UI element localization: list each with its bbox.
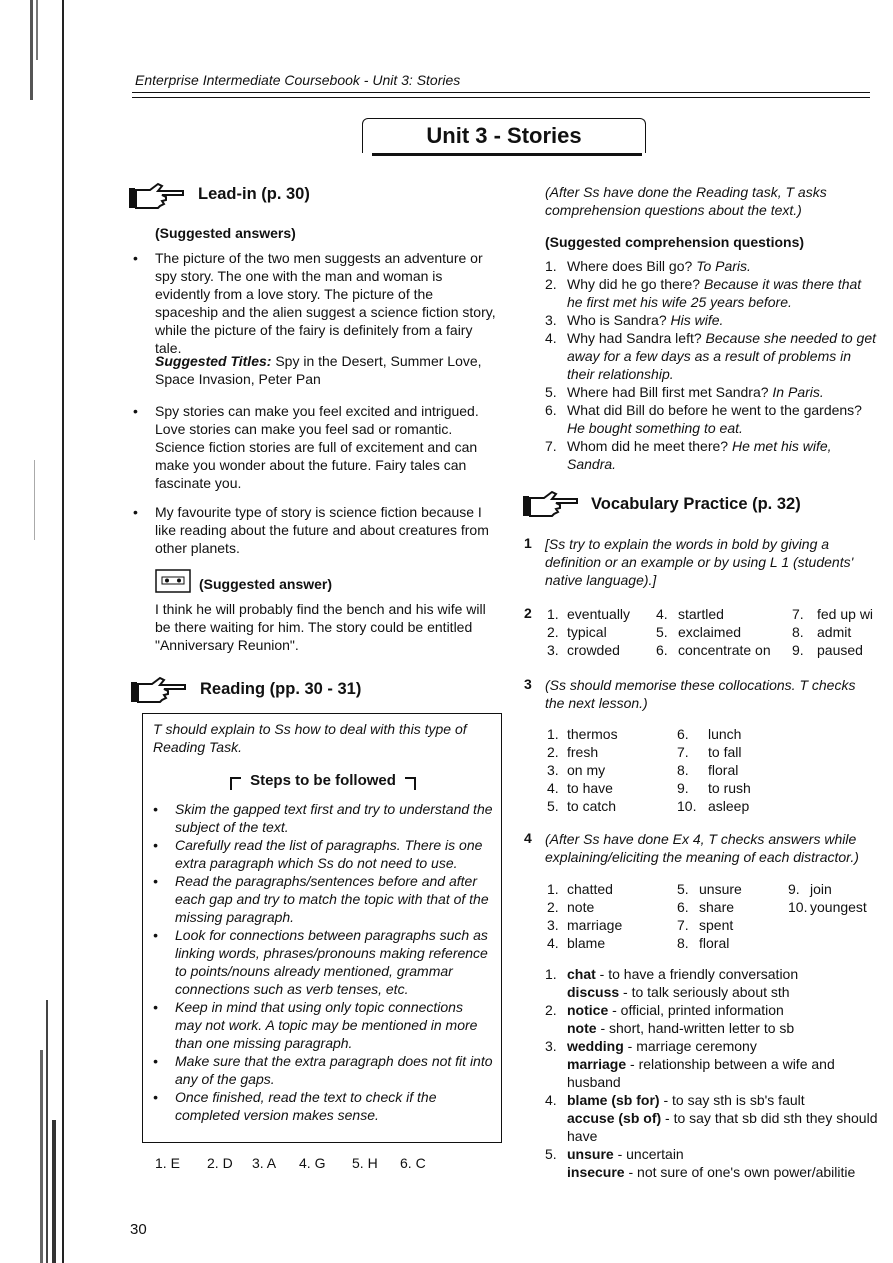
question-text: Where had Bill first met Sandra? [567,384,769,400]
reading-answer: 3. A [252,1155,277,1171]
exercise-number: 2 [524,605,532,621]
answer-number: 3. [547,762,559,778]
question-text: Why did he go there? [567,276,701,292]
answer-number: 4. [547,780,559,796]
question-answer: In Paris. [772,384,824,400]
answer-word: fresh [567,744,599,760]
definition-text: - to have a friendly conversation [595,966,799,982]
step-item: • Make sure that the extra paragraph does not fit into any of the gaps. [153,1052,493,1088]
reading-answer: 6. C [400,1155,426,1171]
answer-word: chatted [567,881,613,897]
reading-steps-box [142,713,502,1143]
answer-number: 1. [547,726,559,742]
reading-answer: 4. G [299,1155,326,1171]
answer-number: 7. [677,744,689,760]
answer-word: spent [699,917,734,933]
answer-number: 9. [792,642,804,658]
question-number: 4. [545,330,557,346]
definition-word: blame (sb for) [567,1092,660,1108]
definition-text: - official, printed information [608,1002,784,1018]
definition-text: - short, hand-written letter to sb [596,1020,795,1036]
definition-word: note [567,1020,597,1036]
answer-number: 5. [656,624,668,640]
vocabulary-heading: Vocabulary Practice (p. 32) [591,495,801,513]
lead-in-bullet: • Spy stories can make you feel excited and intrigued. Love stories can make you feel sad or romantic. Science fiction stories are full of excitement and can make you wonder about the future. Fairy tales can fascinate you. [133,402,496,492]
lead-in-label [155,224,500,242]
answer-word: youngest [810,899,867,915]
definition-item [545,965,878,1001]
answer-word: fed up wi [817,606,874,622]
exercise-number: 4 [524,830,532,846]
answer-number: 10. [677,798,697,814]
question-number: 5. [545,384,557,400]
definition-word: accuse (sb of) [567,1110,662,1126]
answer-word: admit [817,624,852,640]
definition-word: wedding [567,1038,624,1054]
lead-in-bullet: • My favourite type of story is science fiction because I like reading about the future and about creatures from other planets. [133,503,496,557]
answer-word: blame [567,935,606,951]
definition-word: marriage [567,1056,627,1072]
question-number: 2. [545,276,557,292]
unit-title-underline [372,153,642,156]
reading-box-intro: T should explain to Ss how to deal with this type of Reading Task. [153,721,467,755]
steps-list [153,800,493,1124]
definition-word: chat [567,966,596,982]
question-number: 3. [545,312,557,328]
exercise-number: 3 [524,676,532,692]
answer-word: marriage [567,917,623,933]
binding-edge [0,0,70,1263]
answer-word: to have [567,780,613,796]
question-text: Where does Bill go? [567,258,693,274]
lead-in-heading: Lead-in (p. 30) [198,185,310,203]
question-answer: Because she needed to get away for a few days as a result of problems in their relationship. [567,330,876,382]
definition-number: 3. [545,1038,557,1054]
definition-item [545,1001,878,1037]
question-answer: To Paris. [696,258,751,274]
exercise-1-text: [Ss try to explain the words in bold by giving a definition or an example or by using L 1 (students' native language).] [545,536,854,588]
definition-item [545,1037,878,1091]
pointing-hand-icon [130,676,188,704]
answer-word: startled [678,606,724,622]
exercise-3-text: (Ss should memorise these collocations. T checks the next lesson.) [545,677,856,711]
reading-heading: Reading (pp. 30 - 31) [200,680,362,698]
question-number: 6. [545,402,557,418]
definition-text: - not sure of one's own power/abilitie [624,1164,856,1180]
answer-number: 4. [656,606,668,622]
definition-number: 2. [545,1002,557,1018]
comprehension-heading: (Suggested comprehension questions) [545,234,805,250]
page-number: 30 [130,1221,147,1238]
question-item [545,437,878,473]
comprehension-questions [545,257,878,473]
answer-word: floral [699,935,730,951]
answer-number: 7. [677,917,689,933]
answer-number: 9. [677,780,689,796]
answer-number: 10. [788,899,808,915]
unit-title: Unit 3 - Stories [362,118,646,153]
answer-number: 6. [677,899,689,915]
question-number: 7. [545,438,557,454]
answer-number: 9. [788,881,800,897]
definition-item [545,1091,878,1145]
cassette-icon [155,569,191,598]
suggested-answers-label: (Suggested answers) [155,225,296,241]
question-answer: He met his wife, Sandra. [567,438,832,472]
question-text: Why had Sandra left? [567,330,702,346]
answer-number: 3. [547,642,559,658]
answer-word: share [699,899,735,915]
pointing-hand-icon [128,182,186,210]
definition-number: 4. [545,1092,557,1108]
steps-title-text: Steps to be followed [250,772,396,789]
answer-number: 2. [547,899,559,915]
answer-number: 2. [547,744,559,760]
reading-answer: 1. E [155,1155,180,1171]
question-item [545,329,878,383]
definition-word: discuss [567,984,620,1000]
definition-word: notice [567,1002,609,1018]
pointing-hand-icon [522,490,580,518]
definition-text: - to talk seriously about sth [619,984,790,1000]
answer-word: to rush [708,780,751,796]
steps-title [153,772,493,790]
answer-word: concentrate on [678,642,771,658]
question-number: 1. [545,258,557,274]
answer-number: 7. [792,606,804,622]
answer-word: to catch [567,798,617,814]
question-item [545,311,878,329]
definition-number: 5. [545,1146,557,1162]
cassette-label: (Suggested answer) [199,576,333,592]
answer-number: 8. [677,935,689,951]
suggested-titles [155,352,495,388]
step-item: • Keep in mind that using only topic connections may not work. A topic may be mentioned in more than one missing paragraph. [153,998,493,1052]
reading-answer: 2. D [207,1155,233,1171]
exercise-number: 1 [524,535,532,551]
lead-in-bullet: • The picture of the two men suggests an adventure or spy story. The one with the man and woman is evidently from a love story. The picture of the spaceship and the alien suggest a science fiction story, while the picture of the fairy is definitely from a fairy tale. [133,249,496,357]
definition-text: - relationship between a wife and husband [567,1056,835,1090]
step-item: • Skim the gapped text first and try to understand the subject of the text. [153,800,493,836]
definition-item [545,1145,878,1181]
answer-number: 5. [677,881,689,897]
step-item: • Read the paragraphs/sentences before and after each gap and try to match the topic with that of the missing paragraph. [153,872,493,926]
suggested-titles-label: Suggested Titles: [155,353,272,369]
exercise-4-text: (After Ss have done Ex 4, T checks answers while explaining/eliciting the meaning of each distractor.) [545,831,859,865]
step-item: • Once finished, read the text to check if the completed version makes sense. [153,1088,493,1124]
question-text: What did Bill do before he went to the gardens? [567,402,862,418]
answer-word: on my [567,762,606,778]
question-item [545,275,878,311]
answer-number: 8. [792,624,804,640]
definition-word: unsure [567,1146,614,1162]
suggested-titles-text: Spy in the Desert, Summer Love, Space Invasion, Peter Pan [155,353,482,387]
answer-number: 6. [677,726,689,742]
question-text: Who is Sandra? [567,312,667,328]
answer-word: exclaimed [678,624,742,640]
answer-number: 3. [547,917,559,933]
answer-word: eventually [567,606,631,622]
question-item [545,383,878,401]
exercise-2-grid [545,605,893,665]
answer-number: 6. [656,642,668,658]
definition-text: - to say that sb did sth they should have [567,1110,878,1144]
exercise-4-grid [545,880,893,955]
header-rule [132,92,870,93]
answer-number: 4. [547,935,559,951]
answer-number: 1. [547,881,559,897]
definition-text: - marriage ceremony [623,1038,757,1054]
cassette-answer: I think he will probably find the bench and his wife will be there waiting for him. The story could be entitled "Anniversary Reunion". [155,601,486,653]
comprehension-intro: (After Ss have done the Reading task, T asks comprehension questions about the text.) [545,184,827,218]
answer-word: note [567,899,595,915]
definition-number: 1. [545,966,557,982]
question-answer: His wife. [670,312,724,328]
answer-word: typical [567,624,607,640]
exercise-3-grid [545,725,845,820]
question-text: Whom did he meet there? [567,438,729,454]
answer-word: thermos [567,726,618,742]
reading-answer: 5. H [352,1155,378,1171]
question-answer: Because it was there that he first met his wife 25 years before. [567,276,862,310]
steps-bracket [229,774,419,792]
running-header: Enterprise Intermediate Coursebook - Unit 3: Stories [135,72,461,88]
answer-number: 5. [547,798,559,814]
step-item: • Carefully read the list of paragraphs. There is one extra paragraph which Ss do not need to use. [153,836,493,872]
definitions-list [545,965,878,1181]
answer-word: join [810,881,832,897]
answer-word: asleep [708,798,750,814]
definition-text: - uncertain [613,1146,684,1162]
answer-word: floral [708,762,739,778]
definition-text: - to say sth is sb's fault [659,1092,805,1108]
answer-word: unsure [699,881,742,897]
answer-number: 2. [547,624,559,640]
answer-word: paused [817,642,863,658]
question-item [545,257,878,275]
question-item [545,401,878,437]
answer-word: crowded [567,642,620,658]
definition-word: insecure [567,1164,625,1180]
header-rule-thin [132,97,870,98]
answer-number: 1. [547,606,559,622]
answer-word: lunch [708,726,742,742]
step-item: • Look for connections between paragraphs such as linking words, phrases/pronouns making reference to points/nouns already mentioned, grammar connections such as verb tenses, etc. [153,926,493,998]
answer-number: 8. [677,762,689,778]
question-answer: He bought something to eat. [567,420,743,436]
answer-word: to fall [708,744,742,760]
